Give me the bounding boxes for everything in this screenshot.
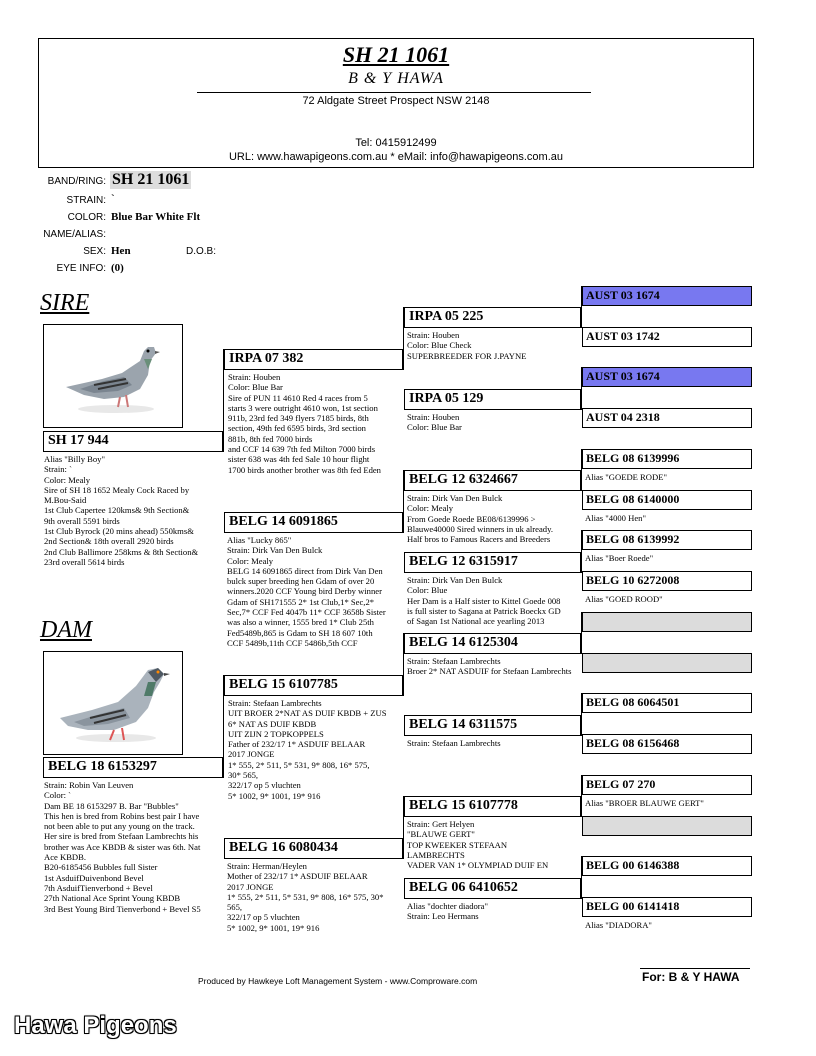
sex-label: SEX: <box>83 246 106 257</box>
sex-value: Hen <box>111 245 131 257</box>
gen2-info: Strain: Stefaan Lambrechts UIT BROER 2*NAT AS DUIF KBDB + ZUS 6* NAT AS DUIF KBDB UIT ZIJN 2 TOPKOPPELS Father of 232/17 1* ASDUIF BELAAR 2017 JONGE 1* 555, 2* 511, 5* 531, 9* 808, 16* 575, 30* 565, 322/17 op 5 vluchten 5* 1002, 9* 1001, 19* 916 <box>228 698 387 801</box>
sire-photo <box>43 324 183 428</box>
header-divider <box>197 92 591 93</box>
sire-ring: SH 17 944 <box>43 431 223 452</box>
gen4-ring: BELG 08 6156468 <box>582 734 752 754</box>
gen4-alias: Alias "4000 Hen" <box>585 513 646 523</box>
pedigree-header <box>38 38 754 168</box>
gen3-ring: IRPA 05 225 <box>404 307 581 328</box>
sire-heading: SIRE <box>40 290 90 316</box>
gen4-ring: BELG 08 6064501 <box>582 693 752 713</box>
band-label: BAND/RING: <box>47 176 106 187</box>
gen3-ring: BELG 14 6125304 <box>404 633 581 654</box>
gen4-ring: AUST 03 1674 <box>582 286 752 306</box>
strain-label: STRAIN: <box>66 195 106 206</box>
pigeon-image <box>44 652 182 754</box>
eye-label: EYE INFO: <box>56 263 106 274</box>
gen2-info: Strain: Houben Color: Blue Bar Sire of PUN 11 4610 Red 4 races from 5 starts 3 were outright 4610 won, 1st section 911b, 23rd fed 349 flyers 7185 birds, 8th section, 49th fed 6595 birds, 3rd section 881b, 8th fed 7000 birds and CCF 14 639 7th fed Milton 7000 birds sister 638 was 4th fed Sale 10 hour flight 1700 birds another brother was 8th fed Eden <box>228 372 381 475</box>
gen3-ring: BELG 14 6311575 <box>404 715 581 736</box>
gen4-ring: AUST 03 1674 <box>582 367 752 387</box>
gen4-alias: Alias "GOED ROOD" <box>585 594 663 604</box>
for-divider <box>640 968 750 969</box>
gen3-info: Strain: Houben Color: Blue Bar <box>407 412 462 433</box>
gen4-ring: BELG 10 6272008 <box>582 571 752 591</box>
header-owner: B & Y HAWA <box>348 70 444 87</box>
gen2-ring: IRPA 07 382 <box>224 349 403 370</box>
gen4-ring: BELG 08 6140000 <box>582 490 752 510</box>
header-address: 72 Aldgate Street Prospect NSW 2148 <box>302 95 490 107</box>
band-value: SH 21 1061 <box>112 171 190 188</box>
gen4-ring: AUST 04 2318 <box>582 408 752 428</box>
dam-heading: DAM <box>40 617 92 643</box>
gen4-ring: BELG 08 6139992 <box>582 530 752 550</box>
dam-info: Strain: Robin Van Leuven Color: ` Dam BE 18 6153297 B. Bar "Bubbles" This hen is bred from Robins best pair I have not been able to put any young on the track. Her sire is bred from Stefaan Lambrechts his brother was Ace KBDB & sister was 6th. Nat Ace KBDB. B20-6185456 Bubbles full Sister 1st AsduifDuivenbond Bevel 7th AsduifTienverbond + Bevel 27th National Ace Sprint Young KBDB 3rd Best Young Bird Tienverbond + Bevel S5 <box>44 780 201 914</box>
dam-photo <box>43 651 183 755</box>
gen4-ring-empty <box>582 816 752 836</box>
gen3-info: Strain: Stefaan Lambrechts Broer 2* NAT ASDUIF for Stefaan Lambrechts <box>407 656 572 677</box>
produced-by: Produced by Hawkeye Loft Management System - www.Comproware.com <box>198 976 478 986</box>
gen4-ring: BELG 00 6141418 <box>582 897 752 917</box>
gen3-info: Strain: Stefaan Lambrechts <box>407 738 501 748</box>
color-label: COLOR: <box>67 212 106 223</box>
gen3-ring: BELG 15 6107778 <box>404 796 581 817</box>
gen4-ring: BELG 08 6139996 <box>582 449 752 469</box>
pigeon-image <box>44 325 182 427</box>
color-value: Blue Bar White Flt <box>111 211 201 223</box>
watermark: Hawa Pigeons <box>14 1012 177 1039</box>
gen4-alias: Alias "DIADORA" <box>585 920 652 930</box>
dob-label: D.O.B: <box>186 246 217 257</box>
gen2-ring: BELG 16 6080434 <box>224 838 403 859</box>
gen3-info: Alias "dochter diadora" Strain: Leo Hermans <box>407 901 488 922</box>
header-tel: Tel: 0415912499 <box>355 137 437 149</box>
gen3-info: Strain: Dirk Van Den Bulck Color: Mealy From Goede Roede BE08/6139996 > Blauwe40000 Sired winners in uk already. Half bros to Famous Racers and Breeders <box>407 493 553 545</box>
gen2-info: Alias "Lucky 865" Strain: Dirk Van Den Bulck Color: Mealy BELG 14 6091865 direct from Dirk Van Den bulck super breeding hen Gdam of over 20 winners.2020 CCF Young bird Derby winner Gdam of SH171555 2* 1st Club,1* Sec,2* Sec,7* CCF Fed 4047b 11* CCF 3658b Sister was also a winner, 1555 bred 1* Club 25th Fed5489b,865 is Gdam to SH 18 607 10th CCF 5489b,11th CCF 5486b,5th CCF <box>227 535 386 648</box>
gen4-ring-empty <box>582 612 752 632</box>
gen4-ring: BELG 00 6146388 <box>582 856 752 876</box>
header-ring: SH 21 1061 <box>342 42 450 67</box>
gen3-ring: BELG 12 6324667 <box>404 470 581 491</box>
gen4-ring: AUST 03 1742 <box>582 327 752 347</box>
gen2-info: Strain: Herman/Heylen Mother of 232/17 1* ASDUIF BELAAR 2017 JONGE 1* 555, 2* 511, 5* 531, 9* 808, 16* 575, 30* 565, 322/17 op 5 vluchten 5* 1002, 9* 1001, 19* 916 <box>227 861 384 933</box>
gen2-ring: BELG 14 6091865 <box>224 512 403 533</box>
gen4-ring-empty <box>582 653 752 673</box>
header-url: URL: www.hawapigeons.com.au * eMail: info@hawapigeons.com.au <box>228 151 563 163</box>
gen3-info: Strain: Houben Color: Blue Check SUPERBREEDER FOR J.PAYNE <box>407 330 527 361</box>
gen4-alias: Alias "GOEDE RODE" <box>585 472 667 482</box>
gen2-ring: BELG 15 6107785 <box>224 675 403 696</box>
dam-ring: BELG 18 6153297 <box>43 757 223 778</box>
gen3-info: Strain: Dirk Van Den Bulck Color: Blue Her Dam is a Half sister to Kittel Goede 008 is full sister to Sagana at Patrick Boeckx GD of Sagan 1st National ace yearling 2013 <box>407 575 561 627</box>
for-owner: For: B & Y HAWA <box>642 970 740 984</box>
gen3-info: Strain: Gert Helyen "BLAUWE GERT" TOP KWEEKER STEFAAN LAMBRECHTS VADER VAN 1* OLYMPIAD DUIF EN <box>407 819 549 871</box>
sire-info: Alias "Billy Boy" Strain: ` Color: Mealy Sire of SH 18 1652 Mealy Cock Raced by M.Bou-Said 1st Club Capertee 120kms& 9th Section& 9th overall 5591 birds 1st Club Byrock (20 mins ahead) 550kms& 2nd Section& 18th overall 2920 birds 2nd Club Ballimore 258kms & 8th Section& 23rd overall 5614 birds <box>44 454 199 567</box>
strain-value: ` <box>111 193 115 205</box>
gen4-ring: BELG 07 270 <box>582 775 752 795</box>
gen3-ring: BELG 12 6315917 <box>404 552 581 573</box>
name-label: NAME/ALIAS: <box>43 229 106 240</box>
gen3-ring: IRPA 05 129 <box>404 389 581 410</box>
eye-value: (0) <box>111 262 124 274</box>
gen3-ring: BELG 06 6410652 <box>404 878 581 899</box>
gen4-alias: Alias "Boer Roede" <box>585 553 654 563</box>
gen4-alias: Alias "BROER BLAUWE GERT" <box>585 798 704 808</box>
